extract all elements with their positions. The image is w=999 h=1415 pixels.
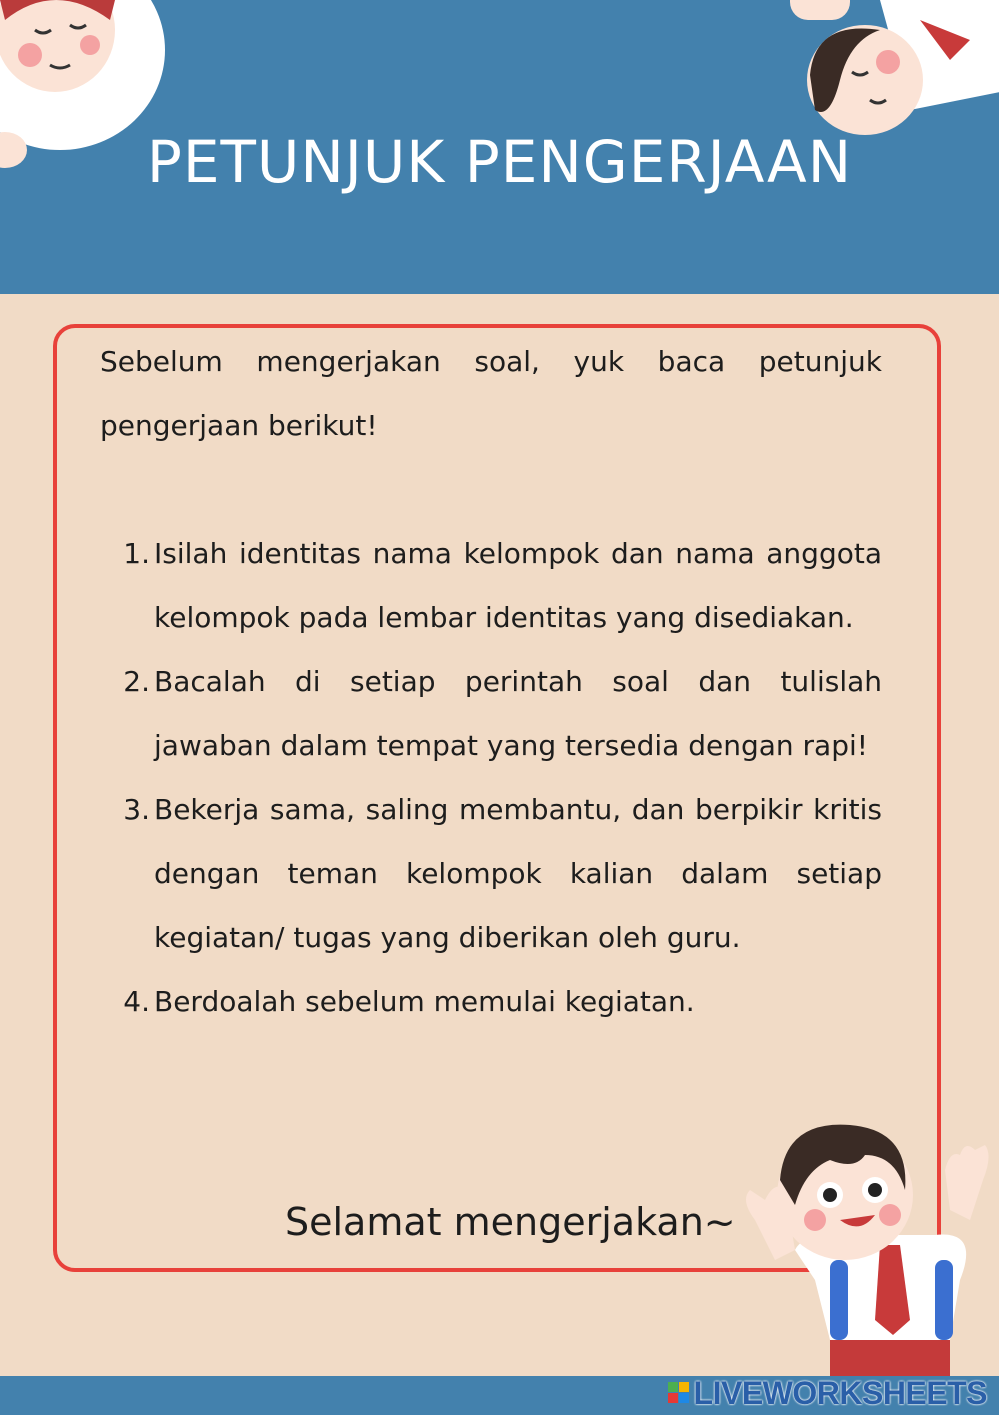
list-item-number: 2. (123, 665, 150, 698)
list-item (100, 650, 882, 778)
waving-student-illustration (735, 1110, 999, 1380)
closing-text: Selamat mengerjakan~ (285, 1200, 736, 1244)
list-item-text: Isilah identitas nama kelompok dan nama anggota kelompok pada lembar identitas yang disediakan. (154, 537, 882, 634)
intro-text: Sebelum mengerjakan soal, yuk baca petunjuk pengerjaan berikut! (100, 345, 882, 442)
list-item (100, 970, 882, 1034)
list-item-text: Bacalah di setiap perintah soal dan tulislah jawaban dalam tempat yang tersedia dengan rapi! (154, 665, 882, 762)
list-item-number: 1. (123, 537, 150, 570)
list-item-number: 3. (123, 793, 150, 826)
list-item-text: Berdoalah sebelum memulai kegiatan. (154, 985, 695, 1018)
list-item (100, 778, 882, 970)
list-item (100, 522, 882, 650)
page-title: PETUNJUK PENGERJAAN (146, 128, 853, 196)
liveworksheets-icon (668, 1382, 690, 1404)
brand-text: LIVEWORKSHEETS (693, 1374, 987, 1411)
list-item-text: Bekerja sama, saling membantu, dan berpikir kritis dengan teman kelompok kalian dalam setiap kegiatan/ tugas yang diberikan oleh guru. (154, 793, 882, 954)
list-item-number: 4. (123, 985, 150, 1018)
instruction-list (100, 522, 882, 1034)
liveworksheets-logo (668, 1373, 987, 1413)
